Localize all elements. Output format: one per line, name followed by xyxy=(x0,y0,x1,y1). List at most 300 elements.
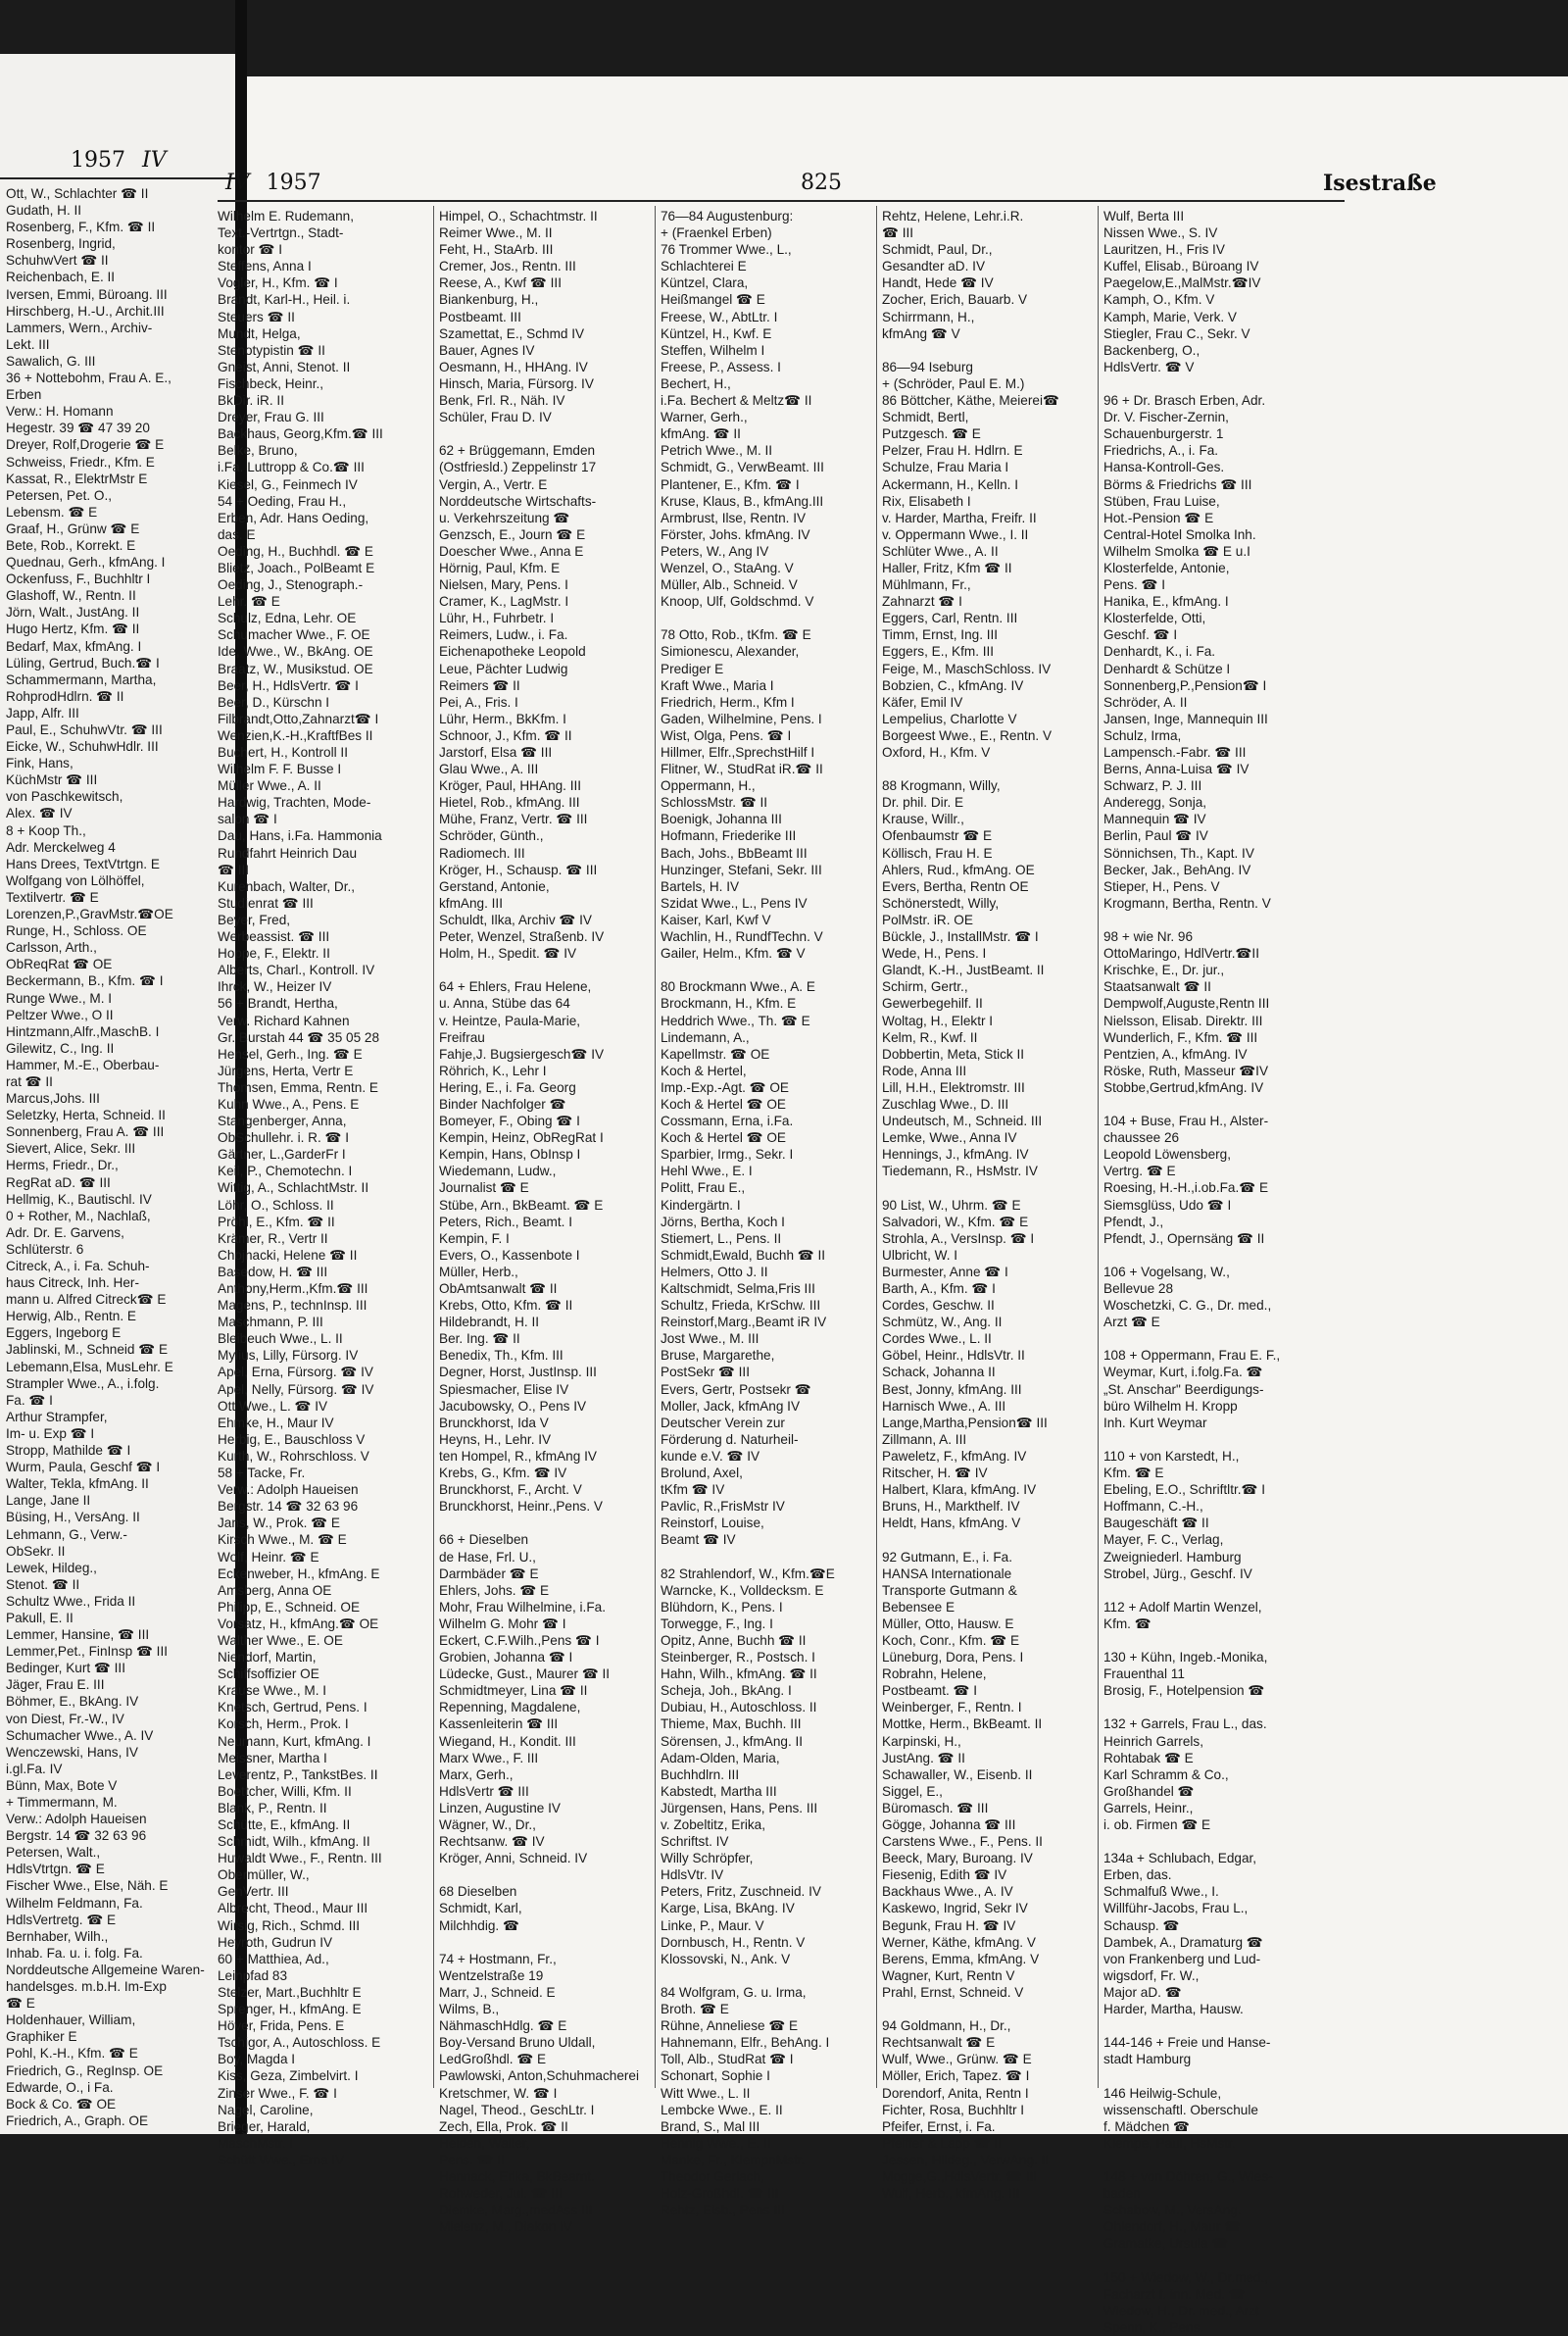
directory-entry: Manke, Fr., KlempnMstr. xyxy=(661,2152,806,2167)
directory-entry: Lemke, Wwe., Anna IV xyxy=(882,1130,1017,1146)
directory-entry: Pei, A., Fris. I xyxy=(439,694,518,710)
directory-entry: + (Schröder, Paul E. M.) xyxy=(882,375,1025,391)
directory-entry: (Ostfriesld.) Zeppelinstr 17 xyxy=(439,460,597,475)
directory-entry: Gr. Burstah 44 ☎ 35 05 28 xyxy=(218,1029,380,1045)
directory-entry xyxy=(882,761,1093,777)
directory-entry: Krischke, E., Dr. jur., xyxy=(1103,963,1225,978)
directory-entry: Iversen, Emmi, Büroang. III xyxy=(6,286,168,302)
directory-entry: Lüling, Gertrud, Buch.☎ I xyxy=(6,655,160,671)
directory-entry: Kröger, Paul, HHAng. III xyxy=(439,778,582,794)
directory-entry: Fischer Wwe., Else, Näh. E xyxy=(6,1878,169,1894)
directory-entry: Halbert, Klara, kfmAng. IV xyxy=(882,1482,1037,1498)
directory-entry: u. Anna, Stübe das 64 xyxy=(439,996,570,1012)
directory-entry: Rohtabak ☎ E xyxy=(1103,1750,1194,1765)
directory-entry: Denhardt & Schütze I xyxy=(1103,661,1231,676)
directory-entry: ObAmtsanwalt ☎ II xyxy=(439,1281,558,1296)
directory-entry: Warncke, K., Volldecksm. E xyxy=(661,1582,824,1598)
directory-entry: Radiomech. III xyxy=(439,845,525,861)
directory-entry: Glau Wwe., A. III xyxy=(439,762,539,777)
directory-entry: Pavlic, R.,FrisMstr IV xyxy=(661,1499,785,1515)
directory-entry: Kabstedt, Martha III xyxy=(661,1783,777,1799)
directory-entry: Kiesel, G., Feinmech IV xyxy=(218,476,358,492)
right-page-year: 1957 xyxy=(266,171,321,195)
directory-entry: Diemke, Marg.,medAss III xyxy=(439,2203,593,2218)
directory-entry: Zahnarzt ☎ I xyxy=(882,594,962,610)
directory-entry: Hahn, Wilh., kfmAng. ☎ II xyxy=(661,1666,817,1682)
directory-entry: Hering, E., i. Fa. Georg xyxy=(439,1079,576,1095)
directory-entry xyxy=(1103,375,1314,392)
page-number: 825 xyxy=(801,171,842,195)
directory-entry: rat ☎ II xyxy=(6,1073,53,1089)
directory-entry: de Hase, Frl. U., xyxy=(439,1549,536,1565)
directory-entry: Blietz, Joach., PolBeamt E xyxy=(218,560,375,575)
directory-entry: Boenigk, Johanna III xyxy=(661,812,782,827)
directory-entry: Rode, Anna III xyxy=(882,1063,967,1078)
directory-entry: Wist, Olga, Pens. ☎ I xyxy=(661,727,792,743)
directory-entry: Basedow, H. ☎ III xyxy=(218,1264,328,1279)
directory-entry: 76—84 Augustenburg: xyxy=(661,209,794,224)
directory-entry: Philipp, E., Schneid. OE xyxy=(218,1599,361,1615)
directory-entry: Neumann, Kurt, kfmAng. I xyxy=(218,1733,371,1749)
column-divider xyxy=(876,206,877,2088)
directory-entry: Schönerstedt, Willy, xyxy=(882,895,1000,911)
directory-entry: Best, Jonny, kfmAng. III xyxy=(882,1381,1022,1397)
directory-entry: Bach, Johs., BbBeamt III xyxy=(661,845,808,861)
directory-entry: Rehtz, Helene, Lehr.i.R. xyxy=(882,209,1024,224)
directory-entry: Ofenbaumstr ☎ E xyxy=(882,828,993,844)
directory-entry: Glashoff, W., Rentn. II xyxy=(6,588,136,604)
directory-entry: kfmAng. III xyxy=(439,895,503,911)
directory-entry: Schirrmann, H., xyxy=(882,309,975,324)
directory-entry: Sönnichsen, Th., Kapt. IV xyxy=(1103,845,1254,861)
directory-entry: Mundt, Helga, xyxy=(218,325,301,341)
directory-entry: Gilewitz, C., Ing. II xyxy=(6,1040,115,1056)
directory-entry: Hardwig, Trachten, Mode- xyxy=(218,795,371,811)
right-page-header-left xyxy=(225,171,321,195)
directory-entry: Lauritzen, H., Fris IV xyxy=(1103,242,1225,258)
directory-entry: Hugo Hertz, Kfm. ☎ II xyxy=(6,621,140,637)
directory-entry: 146 Heilwig-Schule, xyxy=(1103,2085,1222,2101)
directory-entry: Handt, Hede ☎ IV xyxy=(882,275,994,291)
directory-entry: Alex. ☎ IV xyxy=(6,806,73,821)
header-rule xyxy=(218,200,1345,202)
directory-entry: 56 + Brandt, Hertha, xyxy=(218,996,338,1012)
directory-entry: Schauenburgerstr. 1 xyxy=(1103,426,1224,442)
directory-entry: Bartels, H. IV xyxy=(661,878,740,894)
directory-entry: Wilhelm F. F. Busse I xyxy=(218,762,342,777)
directory-entry: Hot.-Pension ☎ E xyxy=(1103,510,1214,525)
directory-entry: Rix, Elisabeth I xyxy=(882,493,971,509)
directory-entry: Hoppe, F., Elektr. II xyxy=(218,946,330,962)
directory-entry: Mylius, Lilly, Fürsorg. IV xyxy=(218,1348,359,1364)
street-name: Isestraße xyxy=(1323,171,1437,196)
directory-entry: Lange,Martha,Pension☎ III xyxy=(882,1415,1048,1430)
directory-entry: Kraft Wwe., Maria I xyxy=(661,677,774,693)
directory-entry: Berens, Emma, kfmAng. V xyxy=(882,1951,1040,1966)
directory-entry: Leverentz, P., TankstBes. II xyxy=(218,1766,378,1782)
directory-entry: chaussee 26 xyxy=(1103,1130,1180,1146)
directory-entry: Herms, Friedr., Dr., xyxy=(6,1158,119,1173)
directory-entry: 82 Strahlendorf, W., Kfm.☎E xyxy=(661,1566,835,1581)
directory-entry: Lemmer, Hansine, ☎ III xyxy=(6,1627,150,1643)
directory-entry: Quednau, Gerh., kfmAng. I xyxy=(6,555,166,571)
directory-entry: Krämer, R., Vertr II xyxy=(218,1230,328,1246)
directory-entry: Cremer, Jos., Rentn. III xyxy=(439,259,576,274)
directory-entry: Torwegge, F., Ing. I xyxy=(661,1615,773,1631)
directory-entry: Sonnenberg, Frau A. ☎ III xyxy=(6,1124,165,1140)
directory-entry: Karge, Lisa, BkAng. IV xyxy=(661,1901,795,1916)
directory-entry: Kaiser, Karl, Kwf V xyxy=(661,912,771,927)
directory-entry: tKfm ☎ IV xyxy=(661,1482,725,1498)
directory-entry: + (Fraenkel Erben) xyxy=(661,225,772,241)
directory-entry: Kelm, R., Kwf. II xyxy=(882,1029,978,1045)
directory-entry: Lewek, Hildeg., xyxy=(6,1560,97,1575)
directory-entry: Pens. ☎ I xyxy=(1103,577,1166,593)
directory-entry: Wulf, Berta III xyxy=(1103,209,1185,224)
directory-entry: Werner, Käthe, kfmAng. V xyxy=(882,1934,1036,1950)
directory-entry: Lembcke Wwe., E. II xyxy=(661,2102,783,2117)
directory-entry: Gailer, Helm., Kfm. ☎ V xyxy=(661,946,806,962)
directory-entry: Adr. Merckelweg 4 xyxy=(6,839,116,855)
directory-entry: Pröhl, E., Kfm. ☎ II xyxy=(218,1214,335,1229)
directory-entry: Schultz Wwe., Frida II xyxy=(6,1593,136,1609)
directory-entry: Küntzel, H., Kwf. E xyxy=(661,325,772,341)
directory-entry: HdlsVertr. ☎ V xyxy=(1103,359,1195,374)
directory-entry: Begunk, Frau H. ☎ IV xyxy=(882,1917,1016,1933)
directory-entry: Ebeling, E.O., Schriftltr.☎ I xyxy=(1103,1482,1266,1498)
directory-entry: Schumacher Wwe., A. IV xyxy=(6,1727,154,1743)
directory-entry: Ackermann, H., Kelln. I xyxy=(882,476,1019,492)
directory-entry: Fink, Hans, xyxy=(6,756,74,771)
directory-entry: Kassenleiterin ☎ III xyxy=(439,1716,559,1732)
directory-entry: Stangenberger, Anna, xyxy=(218,1114,347,1129)
directory-entry: Kaltschmidt, Selma,Fris III xyxy=(661,1281,815,1296)
directory-entry: Reimers ☎ II xyxy=(439,677,520,693)
directory-entry: Siggel, E., xyxy=(882,1783,943,1799)
directory-entry: Adr. Dr. E. Garvens, xyxy=(6,1224,124,1240)
directory-entry: Dambek, A., Dramaturg ☎ xyxy=(1103,1934,1263,1950)
directory-entry: Brunckhorst, F., Archt. V xyxy=(439,1482,582,1498)
directory-entry: Szamettat, E., Schmd IV xyxy=(439,325,585,341)
directory-entry: Nissen Wwe., S. IV xyxy=(1103,225,1218,241)
directory-entry: Politt, Frau E., xyxy=(661,1180,746,1196)
directory-entry: Alberts, Charl., Kontroll. IV xyxy=(218,963,375,978)
directory-entry: Boettcher, Willi, Kfm. II xyxy=(218,1783,352,1799)
directory-entry: 54 + Oeding, Frau H., xyxy=(218,493,347,509)
directory-entry xyxy=(439,1866,650,1883)
directory-entry: Niendorf, Martin, xyxy=(218,1650,317,1665)
directory-entry: Hildebrandt, H. II xyxy=(439,1315,539,1330)
directory-entry: Schack, Johanna II xyxy=(882,1365,996,1380)
directory-entry: Runge Wwe., M. I xyxy=(6,990,113,1006)
directory-entry: Wunderlich, F., Kfm. ☎ III xyxy=(1103,1029,1258,1045)
directory-entry: Vergin, A., Vertr. E xyxy=(439,476,548,492)
directory-entry: Jörn, Walt., JustAng. II xyxy=(6,605,140,621)
directory-entry: Binder Nachfolger ☎ xyxy=(439,1096,566,1112)
directory-entry: Schnoor, J., Kfm. ☎ II xyxy=(439,727,572,743)
directory-entry: salon ☎ I xyxy=(218,812,277,827)
directory-entry: Filbrandt,Otto,Zahnarzt☎ I xyxy=(218,711,379,726)
directory-entry: 110 + von Karstedt, H., xyxy=(1103,1448,1240,1464)
directory-entry: GenVertr. III xyxy=(218,1884,289,1900)
directory-entry: Weinberger, F., Rentn. I xyxy=(882,1700,1022,1715)
directory-entry: 68 Dieselben xyxy=(439,1884,517,1900)
directory-entry: Friedrich, A., Graph. OE xyxy=(6,2112,149,2128)
directory-entry: Willführ-Jacobs, Frau L., xyxy=(1103,1901,1249,1916)
directory-entry: Borgeest Wwe., E., Rentn. V xyxy=(882,727,1053,743)
directory-entry: Ott, W., Schlachter ☎ II xyxy=(6,186,149,201)
directory-entry: Gesandter aD. IV xyxy=(882,259,986,274)
directory-entry: Krebs, Otto, Kfm. ☎ II xyxy=(439,1298,573,1314)
directory-entry: Fahje,J. Bugsiergesch☎ IV xyxy=(439,1046,605,1062)
directory-entry: Rundfahrt Heinrich Dau xyxy=(218,845,358,861)
directory-entry: Wilms, B., xyxy=(439,2002,500,2017)
directory-entry: Mayer, F. C., Verlag, xyxy=(1103,1532,1224,1548)
directory-entry: Rosenberg, F., Kfm. ☎ II xyxy=(6,220,156,235)
directory-entry: Graaf, H., Grünw ☎ E xyxy=(6,521,140,536)
directory-entry: Mühe, Franz, Vertr. ☎ III xyxy=(439,812,588,827)
directory-entry: Brolund, Axel, xyxy=(661,1466,743,1481)
left-page-header xyxy=(71,148,167,173)
directory-entry xyxy=(661,610,871,626)
directory-entry: Stobbe,Gertrud,kfmAng. IV xyxy=(1103,1079,1264,1095)
directory-entry: LedGroßhdl. ☎ E xyxy=(439,2052,547,2067)
directory-entry xyxy=(882,2001,1093,2017)
directory-entry: Reimer Wwe., M. II xyxy=(439,225,553,241)
directory-entry: Studienrat ☎ III xyxy=(218,895,314,911)
directory-entry: Bruse, Margarethe, xyxy=(661,1348,775,1364)
directory-entry: kunde e.V. ☎ IV xyxy=(661,1448,760,1464)
directory-entry: Jarstorf, Elsa ☎ III xyxy=(439,745,553,760)
directory-entry: SchlossMstr. ☎ II xyxy=(661,795,768,811)
directory-entry: Strobel, Jürg., Geschf. IV xyxy=(1103,1566,1252,1581)
directory-entry: Großhandel ☎ xyxy=(1103,1783,1195,1799)
directory-entry: Reimers, Ludw., i. Fa. xyxy=(439,627,568,643)
directory-entry: Pelzer, Frau H. Hdlrn. E xyxy=(882,443,1023,459)
directory-entry: PostSekr ☎ III xyxy=(661,1365,750,1380)
directory-entry xyxy=(661,1967,871,1984)
directory-entry: Wilhelm Smolka ☎ E u.I xyxy=(1103,543,1250,559)
directory-entry: Kröger, H., Schausp. ☎ III xyxy=(439,862,598,877)
directory-entry: Benedix, Th., Kfm. III xyxy=(439,1348,564,1364)
directory-entry: Norddeutsche Allgemeine Waren- xyxy=(6,1962,205,1977)
directory-entry: 96 + Dr. Brasch Erben, Adr. xyxy=(1103,393,1266,409)
directory-entry: Heißmangel ☎ E xyxy=(661,292,765,308)
directory-entry: Wagner, Kurt, Rentn V xyxy=(882,1967,1015,1983)
directory-entry: Köllisch, Frau H. E xyxy=(882,845,993,861)
directory-entry: Witt Wwe., L. II xyxy=(661,2085,751,2101)
directory-entry: Doescher Wwe., Anna E xyxy=(439,543,584,559)
directory-entry: Holdenhauer, William, xyxy=(6,2013,136,2028)
directory-entry: Hintzmann,Alfr.,MaschB. I xyxy=(6,1023,160,1039)
directory-entry: Roesing, H.-H.,i.ob.Fa.☎ E xyxy=(1103,1180,1269,1196)
directory-entry: Denhardt, K., i. Fa. xyxy=(1103,644,1216,660)
directory-entry: Wirsig, Rich., Schmd. III xyxy=(218,1917,361,1933)
directory-entry xyxy=(661,1549,871,1566)
column-divider xyxy=(433,206,434,2088)
directory-entry: Marx Wwe., F. III xyxy=(439,1750,539,1765)
directory-entry: Wenzel, O., StaAng. V xyxy=(661,560,794,575)
directory-entry: Braatz, W., Musikstud. OE xyxy=(218,661,373,676)
directory-entry: Klossovski, N., Ank. V xyxy=(661,1951,791,1966)
directory-entry: Peltzer Wwe., O II xyxy=(6,1007,114,1022)
directory-entry: Reinstorf, Louise, xyxy=(661,1516,764,1531)
directory-entry: Oeding, J., Stenograph.- xyxy=(218,577,364,593)
directory-entry: Bernhaber, Wilh., xyxy=(6,1928,109,1944)
directory-entry: Lehr. ☎ E xyxy=(218,594,280,610)
directory-entry: Heyroth, Gudrun IV xyxy=(218,1934,333,1950)
directory-entry: Wenzien,K.-H.,KraftfBes II xyxy=(218,727,373,743)
directory-entry: 60 + Matthiea, Ad., xyxy=(218,1951,329,1966)
directory-entry: Pfeiffer & Lapp ☎ II xyxy=(882,2135,1002,2151)
directory-entry: mann u. Alfred Citreck☎ E xyxy=(6,1292,167,1308)
directory-entry: Korsch, Herm., Prok. I xyxy=(218,1716,349,1732)
directory-entry: Buchert, H., Kontroll II xyxy=(218,745,348,760)
directory-entry: Wentzelstraße 19 xyxy=(439,1967,544,1983)
directory-entry: 144-146 + Freie und Hanse- xyxy=(1103,2035,1271,2051)
directory-entry: Kiss, Geza, Zimbelvirt. I xyxy=(218,2068,359,2084)
directory-entry: Steuers ☎ II xyxy=(218,309,295,324)
directory-entry: Kfm. ☎ xyxy=(1103,1615,1152,1631)
directory-entry: Schumacher Wwe., F. OE xyxy=(218,627,370,643)
directory-entry: Warner, Gerh., xyxy=(661,410,748,425)
directory-entry: Anderegg, Sonja, xyxy=(1103,795,1207,811)
directory-entry: 64 + Ehlers, Frau Helene, xyxy=(439,979,592,995)
directory-entry: Staatsanwalt ☎ II xyxy=(1103,979,1211,995)
directory-entry: Jäger, Frau E. III xyxy=(6,1677,105,1693)
directory-entry: Freese, W., AbtLtr. I xyxy=(661,309,778,324)
directory-entry: Jans, W., Prok. ☎ E xyxy=(218,1516,340,1531)
directory-entry: Göbel, Heinr., HdlsVtr. II xyxy=(882,1348,1025,1364)
directory-entry: Toll, Alb., StudRat ☎ I xyxy=(661,2052,794,2067)
directory-entry: Bünn, Max, Bote V xyxy=(6,1777,118,1793)
directory-entry: Gärtner, L.,GarderFr I xyxy=(218,1147,346,1163)
directory-entry: Ritscher, H. ☎ IV xyxy=(882,1466,988,1481)
directory-entry xyxy=(439,1515,650,1531)
directory-entry: Verw.: H. Homann xyxy=(6,404,114,420)
directory-entry: Müller Wwe., A. II xyxy=(218,778,321,794)
directory-entry: Seletzky, Herta, Schneid. II xyxy=(6,1108,166,1123)
directory-entry: Anthony,Herm.,Kfm.☎ III xyxy=(218,1281,368,1296)
directory-entry: Bomeyer, F., Obing ☎ I xyxy=(439,1114,580,1129)
directory-entry: Apel, Erna, Fürsorg. ☎ IV xyxy=(218,1365,373,1380)
directory-entry: Japp, Alfr. III xyxy=(6,705,79,721)
directory-entry: Schmidt, Paul, Dr., xyxy=(882,242,993,258)
directory-entry: Lüdecke, Gust., Maurer ☎ II xyxy=(439,1666,611,1682)
directory-entry: Maschmann, P. III xyxy=(218,1315,323,1330)
directory-entry: Rohweder, Jul. ☎ III xyxy=(439,2186,563,2202)
directory-entry: kfmAng. ☎ II xyxy=(661,426,741,442)
directory-entry: Pohl, K.-H., Kfm. ☎ E xyxy=(6,2046,138,2062)
directory-entry: Harnisch Wwe., A. III xyxy=(882,1398,1006,1414)
directory-entry: Salvadori, W., Kfm. ☎ E xyxy=(882,1214,1029,1229)
directory-entry: Rühne, Anneliese ☎ E xyxy=(661,2018,799,2034)
directory-entry: Ihrck, W., Heizer IV xyxy=(218,979,332,995)
directory-entry: Sparbier, Irmg., Sekr. I xyxy=(661,1147,794,1163)
directory-entry: kontor ☎ I xyxy=(218,242,283,258)
directory-entry: Pfendt, J., Opernsäng ☎ II xyxy=(1103,1230,1265,1246)
directory-entry: Lindemann, A., xyxy=(661,1029,750,1045)
directory-entry: Jablinski, M., Schneid ☎ E xyxy=(6,1342,169,1358)
directory-entry: Zech, Ella, Prok. ☎ II xyxy=(439,2118,568,2134)
left-page-volume: IV xyxy=(142,148,167,173)
directory-entry: Journalist ☎ E xyxy=(439,1180,529,1196)
directory-entry: Gudath, H. II xyxy=(6,203,82,219)
directory-entry: Carstens Wwe., F., Pens. II xyxy=(882,1834,1043,1850)
directory-entry: 86 Böttcher, Käthe, Meierei☎ xyxy=(882,393,1059,409)
directory-entry: Verw. Richard Kahnen xyxy=(218,1013,350,1028)
directory-entry: Höver, Frida, Pens. E xyxy=(218,2018,345,2034)
directory-entry: Wägner, W., Dr., xyxy=(439,1817,536,1832)
directory-entry: Peters, W., Ang IV xyxy=(661,543,769,559)
directory-entry: Schonart, Sophie I xyxy=(661,2068,770,2084)
directory-entry: Barth, A., Kfm. ☎ I xyxy=(882,1281,996,1296)
directory-entry: Wittig, A., SchlachtMstr. II xyxy=(218,1180,369,1196)
directory-column-1 xyxy=(218,208,428,2168)
directory-entry: Petrich Wwe., M. II xyxy=(661,443,773,459)
directory-entry: f. Mädchen ☎ xyxy=(1103,2118,1190,2134)
directory-entry: Herbig, E., Bauschloss V xyxy=(218,1431,366,1447)
directory-entry: Grobien, Johanna ☎ I xyxy=(439,1650,573,1665)
directory-entry: Kretschmer, W. ☎ I xyxy=(439,2085,558,2101)
directory-entry: Beyer, Fred, xyxy=(218,912,291,927)
directory-entry: Brosig, F., Hotelpension ☎ xyxy=(1103,1683,1265,1699)
directory-entry: Schmidt, Bertl, xyxy=(882,410,969,425)
directory-entry: 92 Gutmann, E., i. Fa. xyxy=(882,1549,1012,1565)
directory-entry: RohprodHdlrn. ☎ II xyxy=(6,688,124,704)
directory-entry: Schmalfuß Wwe., I. xyxy=(1103,1884,1219,1900)
directory-entry: Putzgesch. ☎ E xyxy=(882,426,981,442)
directory-entry: Bellevue 28 xyxy=(1103,1281,1174,1296)
directory-entry: Jürgensen, Hans, Pens. III xyxy=(661,1800,818,1815)
directory-entry: Dorendorf, Anita, Rentn I xyxy=(882,2085,1029,2101)
directory-entry: Wulf, Herb., kfmAng. III xyxy=(882,2186,1020,2202)
directory-entry: Repenning, Magdalene, xyxy=(439,1700,581,1715)
directory-entry: NähmaschHdlg. ☎ E xyxy=(439,2018,567,2034)
directory-entry: Beer, H., HdlsVertr. ☎ I xyxy=(218,677,359,693)
directory-entry: Backhaus, Georg,Kfm.☎ III xyxy=(218,426,383,442)
directory-entry: Hunzinger, Stefani, Sekr. III xyxy=(661,862,822,877)
directory-entry: Eckenweber, H., kfmAng. E xyxy=(218,1566,380,1581)
directory-entry: Leinpfad 83 xyxy=(218,1967,288,1983)
directory-entry: Wenczewski, Hans, IV xyxy=(6,1744,138,1760)
directory-entry: Schmidt, G., VerwBeamt. III xyxy=(661,460,824,475)
directory-entry: Büsing, H., VersAng. II xyxy=(6,1510,140,1525)
directory-entry: 8 + Koop Th., xyxy=(6,822,86,838)
directory-entry: Thomsen, Emma, Rentn. E xyxy=(218,1079,378,1095)
directory-entry: Gewerbegehilf. II xyxy=(882,996,983,1012)
directory-entry: Verw.: Adolph Haueisen xyxy=(218,1482,359,1498)
directory-entry: Ehmke, H., Maur IV xyxy=(218,1415,334,1430)
directory-entry: Sawalich, G. III xyxy=(6,353,96,369)
directory-entry: Mielenz, M., Diakon IV xyxy=(439,2219,572,2235)
directory-entry: Kuhn Wwe., A., Pens. E xyxy=(218,1096,360,1112)
directory-entry: Peters, Fritz, Zuschneid. IV xyxy=(661,1884,821,1900)
directory-entry: Beeck, Mary, Buroang. IV xyxy=(882,1851,1033,1866)
directory-entry: Evers, Bertha, Rentn OE xyxy=(882,878,1029,894)
directory-entry: Lill, H.H., Elektromstr. III xyxy=(882,1079,1025,1095)
directory-entry: Keil, P., Chemotechn. I xyxy=(218,1164,353,1179)
directory-entry: 112 + Adolf Martin Wenzel, xyxy=(1103,1599,1262,1615)
directory-entry: Oppermann, H., xyxy=(661,778,756,794)
directory-entry: Schabow, M., VersAng. xyxy=(1103,2203,1242,2218)
directory-entry: Leue, Pächter Ludwig xyxy=(439,661,568,676)
directory-entry: Stenot. ☎ II xyxy=(6,1576,80,1592)
directory-entry: Schmidt,Ewald, Buchh ☎ II xyxy=(661,1247,826,1263)
directory-entry: von Frankenberg und Lud- xyxy=(1103,1951,1261,1966)
directory-entry: JustAng. ☎ II xyxy=(882,1750,965,1765)
directory-entry: Heldt, Hans, kfmAng. V xyxy=(882,1516,1021,1531)
